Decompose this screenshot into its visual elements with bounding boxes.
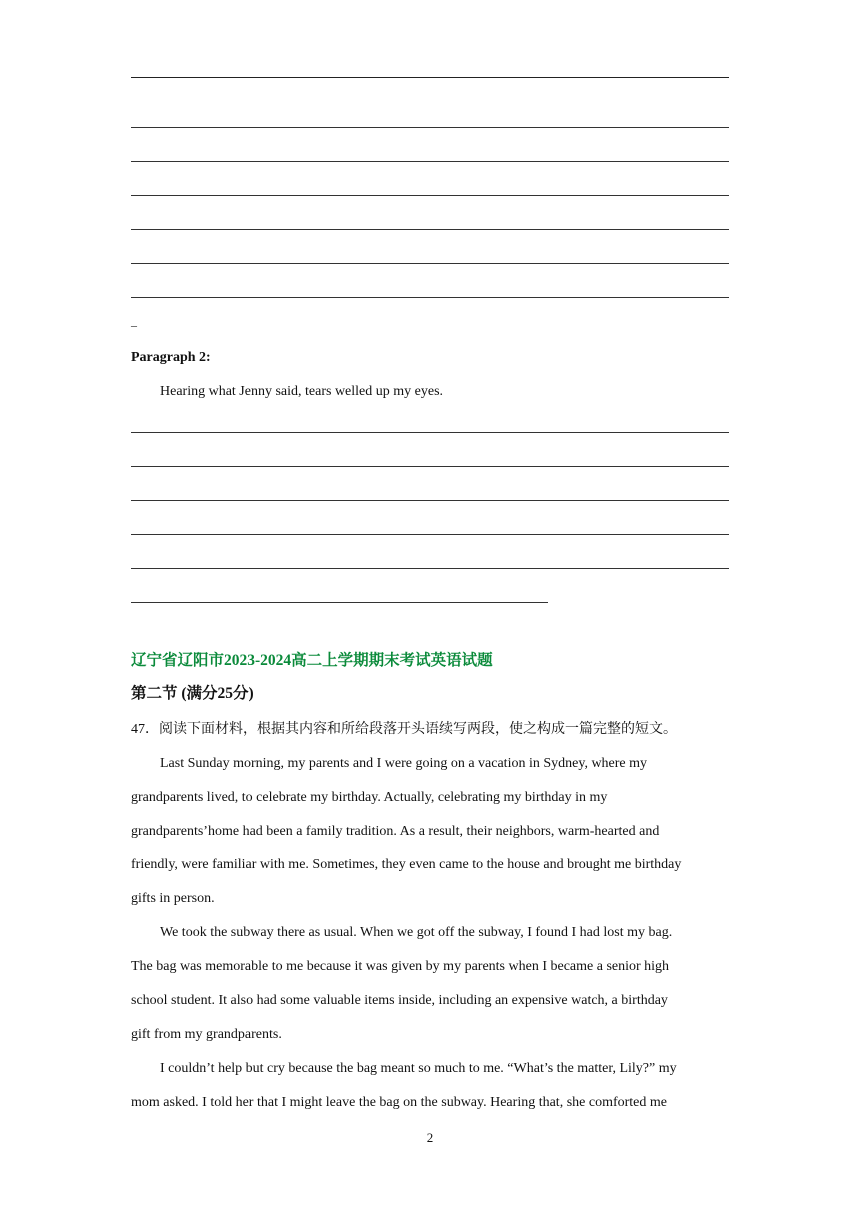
passage-line: friendly, were familiar with me. Sometimes, they even came to the house and brought me birthday xyxy=(131,857,682,872)
passage-line: We took the subway there as usual. When we got off the subway, I found I had lost my bag. xyxy=(160,925,673,940)
question-instruction: 47．阅读下面材料，根据其内容和所给段落开头语续写两段，使之构成一篇完整的短文。 xyxy=(131,722,677,737)
writing-line xyxy=(131,297,729,298)
passage-line: Last Sunday morning, my parents and I were going on a vacation in Sydney, where my xyxy=(160,756,648,771)
writing-line xyxy=(131,77,729,78)
writing-line xyxy=(131,229,729,230)
writing-line xyxy=(131,500,729,501)
writing-line xyxy=(131,568,729,569)
writing-line xyxy=(131,602,548,603)
writing-line xyxy=(131,534,729,535)
writing-line xyxy=(131,263,729,264)
passage-line: mom asked. I told her that I might leave the bag on the subway. Hearing that, she comforted me xyxy=(131,1095,667,1110)
paragraph-2-heading: Paragraph 2: xyxy=(131,350,211,365)
passage-line: gift from my grandparents. xyxy=(131,1027,282,1042)
line-end-dash: – xyxy=(131,318,137,332)
page-number: 2 xyxy=(426,1130,434,1145)
passage-line: school student. It also had some valuable items inside, including an expensive watch, a birthday xyxy=(131,993,668,1008)
writing-line xyxy=(131,432,729,433)
source-title: 辽宁省辽阳市2023-2024高二上学期期末考试英语试题 xyxy=(131,652,493,669)
writing-line xyxy=(131,161,729,162)
writing-line xyxy=(131,466,729,467)
passage-line: gifts in person. xyxy=(131,891,215,906)
writing-line xyxy=(131,195,729,196)
passage-line: I couldn’t help but cry because the bag meant so much to me. “What’s the matter, Lily?” my xyxy=(160,1061,677,1076)
passage-line: grandparents’home had been a family tradition. As a result, their neighbors, warm-hearted and xyxy=(131,824,660,839)
writing-line xyxy=(131,127,729,128)
section-heading: 第二节 (满分25分) xyxy=(131,685,254,702)
paragraph-2-starter: Hearing what Jenny said, tears welled up my eyes. xyxy=(160,384,444,399)
passage-line: grandparents lived, to celebrate my birthday. Actually, celebrating my birthday in my xyxy=(131,790,608,805)
passage-line: The bag was memorable to me because it was given by my parents when I became a senior high xyxy=(131,959,670,974)
